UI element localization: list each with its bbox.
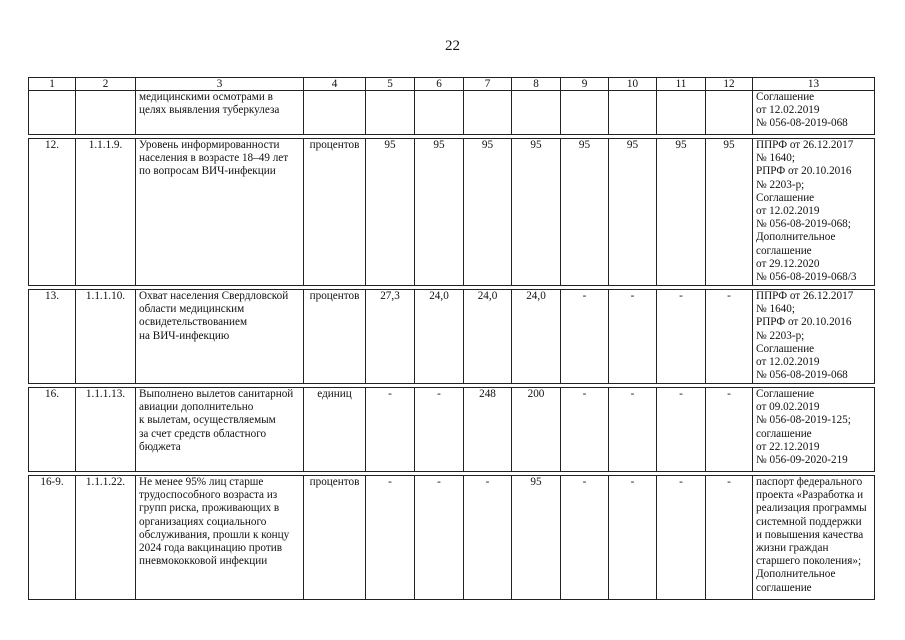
legal-basis-cell-line: Соглашение	[756, 191, 815, 204]
legal-basis-cell-line: № 1640;	[756, 152, 795, 165]
legal-basis-cell	[753, 139, 875, 286]
legal-basis-cell-line: системной поддержки	[756, 515, 862, 528]
column-header-7: 7	[464, 78, 512, 91]
indicator-name-cell-line: освидетельствованием	[139, 316, 248, 329]
value-cell: -	[706, 290, 753, 384]
value-cell: 95	[366, 139, 415, 286]
value-cell: -	[366, 388, 415, 472]
value-cell: -	[609, 388, 657, 472]
legal-basis-cell-line: от 12.02.2019	[756, 356, 820, 369]
column-header-12: 12	[706, 78, 753, 91]
legal-basis-cell-line: РПРФ от 20.10.2016	[756, 316, 852, 329]
indicators-table	[28, 77, 875, 600]
indicator-name-cell-line: пневмококковой инфекции	[139, 555, 268, 568]
column-header-10: 10	[609, 78, 657, 91]
value-cell: -	[415, 476, 464, 600]
legal-basis-cell	[753, 476, 875, 600]
column-header-3: 3	[136, 78, 304, 91]
column-header-5: 5	[366, 78, 415, 91]
indicator-name-cell	[136, 476, 304, 600]
value-cell: 24,0	[512, 290, 561, 384]
indicator-name-cell-line: трудоспособного возраста из	[139, 489, 278, 502]
unit-cell: процентов	[304, 290, 366, 384]
indicator-name-cell-line: Уровень информированности	[139, 139, 280, 151]
unit-cell: процентов	[304, 139, 366, 286]
legal-basis-cell-line: № 2203-р;	[756, 329, 805, 342]
indicator-name-cell	[136, 91, 304, 135]
value-cell: 95	[609, 139, 657, 286]
row-number-cell	[29, 91, 76, 135]
legal-basis-cell-line: РПРФ от 20.10.2016	[756, 165, 852, 178]
indicator-code-cell: 1.1.1.22.	[76, 476, 136, 600]
legal-basis-cell	[753, 388, 875, 472]
legal-basis-cell-line: жизни граждан	[756, 542, 829, 555]
table-header-row	[29, 78, 875, 91]
legal-basis-cell-line: № 056-08-2019-068;	[756, 218, 851, 231]
value-cell: 95	[512, 476, 561, 600]
value-cell: 95	[464, 139, 512, 286]
value-cell: -	[464, 476, 512, 600]
indicator-code-cell: 1.1.1.13.	[76, 388, 136, 472]
legal-basis-cell-line: от 29.12.2020	[756, 257, 820, 270]
legal-basis-cell-line: № 1640;	[756, 303, 795, 316]
legal-basis-cell-line: Дополнительное	[756, 231, 836, 244]
value-cell	[657, 91, 706, 135]
indicator-name-cell-line: населения в возрасте 18–49 лет	[139, 152, 289, 165]
value-cell: 200	[512, 388, 561, 472]
value-cell: -	[609, 476, 657, 600]
value-cell: 95	[657, 139, 706, 286]
legal-basis-cell-line: от 12.02.2019	[756, 104, 820, 117]
indicator-name-cell-line: групп риска, проживающих в	[139, 502, 280, 515]
column-header-9: 9	[561, 78, 609, 91]
value-cell	[512, 91, 561, 135]
value-cell	[561, 91, 609, 135]
indicator-name-cell-line: целях выявления туберкулеза	[139, 104, 280, 117]
value-cell	[609, 91, 657, 135]
value-cell: -	[561, 388, 609, 472]
legal-basis-cell-line: от 09.02.2019	[756, 401, 820, 414]
legal-basis-cell-line: № 056-08-2019-125;	[756, 414, 851, 427]
indicator-name-cell-line: 2024 года вакцинацию против	[139, 542, 282, 555]
column-header-4: 4	[304, 78, 366, 91]
legal-basis-cell-line: Соглашение	[756, 91, 815, 103]
table-row	[29, 139, 875, 286]
legal-basis-cell-line: соглашение	[756, 427, 812, 440]
indicator-name-cell-line: обслуживания, прошли к концу	[139, 528, 290, 541]
indicator-name-cell-line: Не менее 95% лиц старше	[139, 476, 264, 488]
indicator-code-cell	[76, 91, 136, 135]
legal-basis-cell-line: Соглашение	[756, 388, 815, 400]
value-cell: -	[561, 476, 609, 600]
value-cell: -	[657, 476, 706, 600]
row-number-cell: 16-9.	[29, 476, 76, 600]
value-cell	[464, 91, 512, 135]
value-cell: 95	[512, 139, 561, 286]
column-header-2: 2	[76, 78, 136, 91]
indicator-name-cell-line: бюджета	[139, 440, 181, 453]
value-cell	[415, 91, 464, 135]
value-cell: 24,0	[464, 290, 512, 384]
legal-basis-cell-line: № 2203-р;	[756, 178, 805, 191]
legal-basis-cell-line: Дополнительное	[756, 568, 836, 581]
indicator-name-cell-line: области медицинским	[139, 303, 245, 316]
indicator-name-cell-line: авиации дополнительно	[139, 401, 254, 414]
row-number-cell: 13.	[29, 290, 76, 384]
table-row	[29, 388, 875, 472]
legal-basis-cell-line: Соглашение	[756, 342, 815, 355]
indicator-name-cell	[136, 388, 304, 472]
row-number-cell: 16.	[29, 388, 76, 472]
column-header-11: 11	[657, 78, 706, 91]
table-row	[29, 91, 875, 135]
column-header-13: 13	[753, 78, 875, 91]
indicator-name-cell	[136, 139, 304, 286]
unit-cell: единиц	[304, 388, 366, 472]
value-cell: 95	[706, 139, 753, 286]
unit-cell	[304, 91, 366, 135]
indicator-name-cell-line: Охват населения Свердловской	[139, 290, 289, 302]
legal-basis-cell	[753, 91, 875, 135]
value-cell: 95	[561, 139, 609, 286]
indicator-name-cell-line: организациях социального	[139, 515, 267, 528]
value-cell: 95	[415, 139, 464, 286]
table-row	[29, 476, 875, 600]
column-header-1: 1	[29, 78, 76, 91]
indicator-code-cell: 1.1.1.10.	[76, 290, 136, 384]
column-header-6: 6	[415, 78, 464, 91]
value-cell: -	[609, 290, 657, 384]
indicator-name-cell-line: медицинскими осмотрами в	[139, 91, 273, 103]
legal-basis-cell-line: паспорт федерального	[756, 476, 863, 488]
table-row	[29, 290, 875, 384]
value-cell: 27,3	[366, 290, 415, 384]
value-cell: -	[415, 388, 464, 472]
column-header-8: 8	[512, 78, 561, 91]
legal-basis-cell-line: проекта «Разработка и	[756, 489, 864, 502]
indicator-name-cell-line: по вопросам ВИЧ-инфекции	[139, 165, 276, 178]
page-number: 22	[445, 38, 460, 54]
row-number-cell: 12.	[29, 139, 76, 286]
legal-basis-cell-line: соглашение	[756, 244, 812, 257]
legal-basis-cell-line: ППРФ от 26.12.2017	[756, 290, 854, 302]
value-cell	[706, 91, 753, 135]
value-cell: -	[657, 388, 706, 472]
value-cell	[366, 91, 415, 135]
legal-basis-cell-line: № 056-08-2019-068/3	[756, 271, 857, 284]
legal-basis-cell-line: реализация программы	[756, 502, 867, 515]
indicator-code-cell: 1.1.1.9.	[76, 139, 136, 286]
legal-basis-cell-line: ППРФ от 26.12.2017	[756, 139, 854, 151]
unit-cell: процентов	[304, 476, 366, 600]
value-cell: -	[706, 388, 753, 472]
value-cell: -	[706, 476, 753, 600]
legal-basis-cell-line: и повышения качества	[756, 528, 864, 541]
legal-basis-cell-line: № 056-09-2020-219	[756, 454, 848, 467]
legal-basis-cell-line: соглашение	[756, 581, 812, 594]
indicator-name-cell-line: Выполнено вылетов санитарной	[139, 388, 294, 400]
indicator-name-cell-line: за счет средств областного	[139, 427, 267, 440]
legal-basis-cell-line: старшего поколения»;	[756, 555, 862, 568]
indicator-name-cell-line: к вылетам, осуществляемым	[139, 414, 276, 427]
value-cell: 248	[464, 388, 512, 472]
value-cell: -	[366, 476, 415, 600]
legal-basis-cell-line: от 12.02.2019	[756, 205, 820, 218]
legal-basis-cell-line: от 22.12.2019	[756, 440, 820, 453]
value-cell: -	[561, 290, 609, 384]
indicator-name-cell-line: на ВИЧ-инфекцию	[139, 329, 230, 342]
value-cell: 24,0	[415, 290, 464, 384]
legal-basis-cell-line: № 056-08-2019-068	[756, 369, 848, 382]
value-cell: -	[657, 290, 706, 384]
legal-basis-cell-line: № 056-08-2019-068	[756, 117, 848, 130]
legal-basis-cell	[753, 290, 875, 384]
indicator-name-cell	[136, 290, 304, 384]
